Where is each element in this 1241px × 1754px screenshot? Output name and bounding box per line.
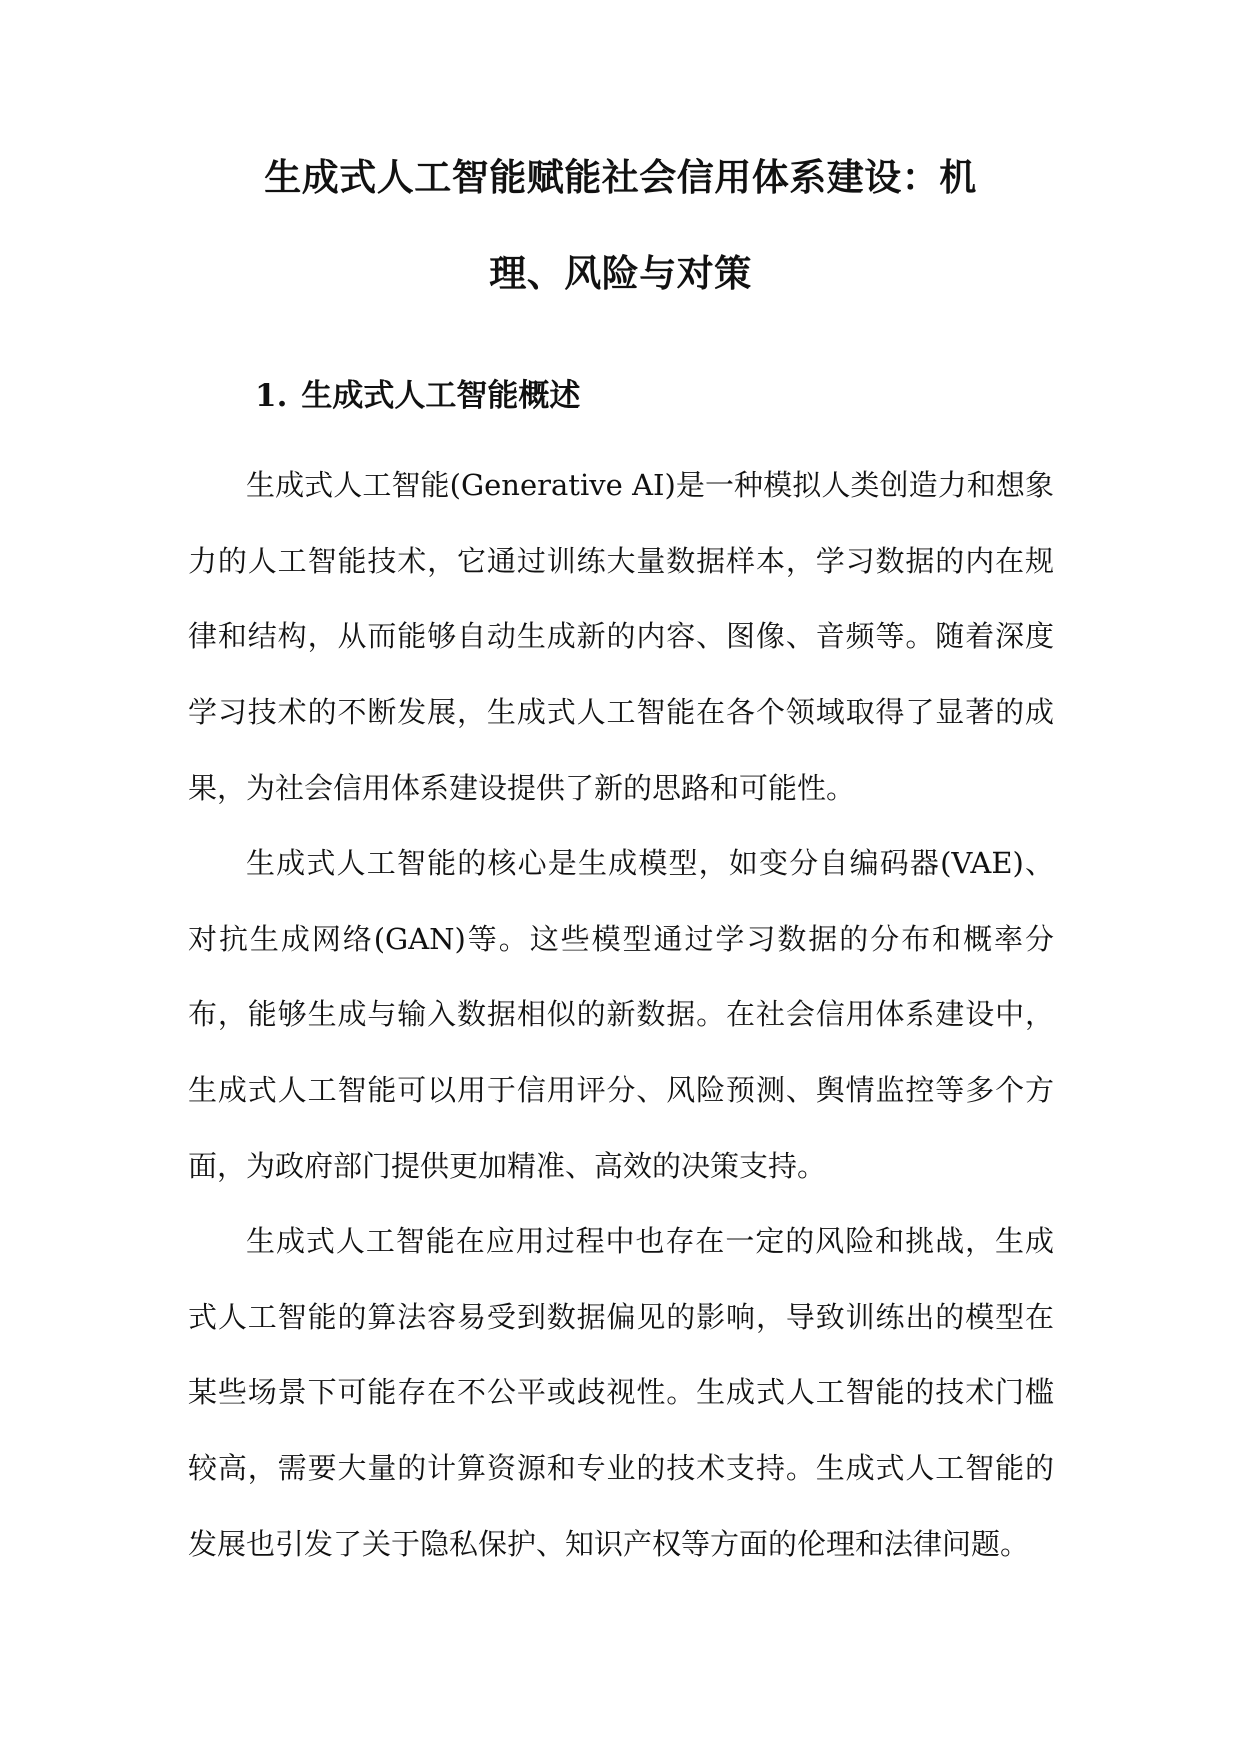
section-heading-text: 生成式人工智能概述 bbox=[301, 378, 581, 414]
section-heading bbox=[255, 374, 580, 418]
document-title-line-2: 理、风险与对策 bbox=[489, 252, 752, 295]
document-title-line-1: 生成式人工智能赋能社会信用体系建设：机 bbox=[264, 156, 977, 199]
paragraph-2: 生成式人工智能的核心是生成模型，如变分自编码器(VAE)、对抗生成网络(GAN)等。这些模型通过学习数据的分布和概率分布，能够生成与输入数据相似的新数据。在社会信用体系建设中，生成式人工智能可以用于信用评分、风险预测、舆情监控等多个方面，为政府部门提供更加精准、高效的决策支持。 bbox=[188, 846, 1054, 1183]
paragraph-3: 生成式人工智能在应用过程中也存在一定的风险和挑战，生成式人工智能的算法容易受到数据偏见的影响，导致训练出的模型在某些场景下可能存在不公平或歧视性。生成式人工智能的技术门槛较高，需要大量的计算资源和专业的技术支持。生成式人工智能的发展也引发了关于隐私保护、知识产权等方面的伦理和法律问题。 bbox=[188, 1224, 1054, 1561]
paragraph-1: 生成式人工智能(Generative AI)是一种模拟人类创造力和想象力的人工智能技术，它通过训练大量数据样本，学习数据的内在规律和结构，从而能够自动生成新的内容、图像、音频等。随着深度学习技术的不断发展，生成式人工智能在各个领域取得了显著的成果，为社会信用体系建设提供了新的思路和可能性。 bbox=[188, 468, 1054, 805]
section-number: 1. bbox=[255, 378, 288, 414]
